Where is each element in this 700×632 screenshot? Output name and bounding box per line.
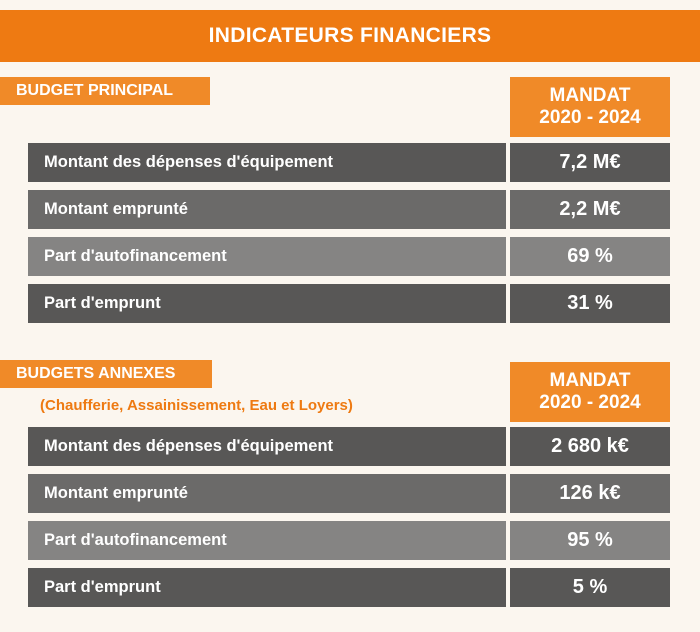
table-row	[28, 568, 670, 607]
row-label: Montant emprunté	[28, 190, 506, 229]
mandat-header-principal	[510, 77, 670, 137]
table-row	[28, 474, 670, 513]
mandat-period: 2020 - 2024	[539, 107, 641, 128]
table-row	[28, 521, 670, 560]
row-label: Part d'autofinancement	[28, 521, 506, 560]
section-subtitle: (Chaufferie, Assainissement, Eau et Loyers)	[40, 397, 353, 414]
row-label: Montant des dépenses d'équipement	[28, 427, 506, 466]
table-row	[28, 427, 670, 466]
mandat-label: MANDAT	[549, 370, 631, 391]
table-row	[28, 284, 670, 323]
page-title: INDICATEURS FINANCIERS	[208, 24, 492, 47]
row-value: 31 %	[510, 284, 670, 323]
row-value: 2 680 k€	[510, 427, 670, 466]
row-value: 69 %	[510, 237, 670, 276]
row-value: 95 %	[510, 521, 670, 560]
mandat-label: MANDAT	[549, 85, 631, 106]
row-value: 5 %	[510, 568, 670, 607]
row-label: Part d'emprunt	[28, 568, 506, 607]
page-title-banner	[0, 10, 700, 62]
section-title-budgets-annexes: BUDGETS ANNEXES	[0, 360, 212, 388]
row-label: Montant emprunté	[28, 474, 506, 513]
row-label: Part d'autofinancement	[28, 237, 506, 276]
row-value: 126 k€	[510, 474, 670, 513]
section-title-budget-principal: BUDGET PRINCIPAL	[0, 77, 210, 105]
row-label: Montant des dépenses d'équipement	[28, 143, 506, 182]
row-label: Part d'emprunt	[28, 284, 506, 323]
mandat-period: 2020 - 2024	[539, 392, 641, 413]
row-value: 7,2 M€	[510, 143, 670, 182]
mandat-header-annexes	[510, 362, 670, 422]
table-row	[28, 237, 670, 276]
table-row	[28, 190, 670, 229]
row-value: 2,2 M€	[510, 190, 670, 229]
table-row	[28, 143, 670, 182]
